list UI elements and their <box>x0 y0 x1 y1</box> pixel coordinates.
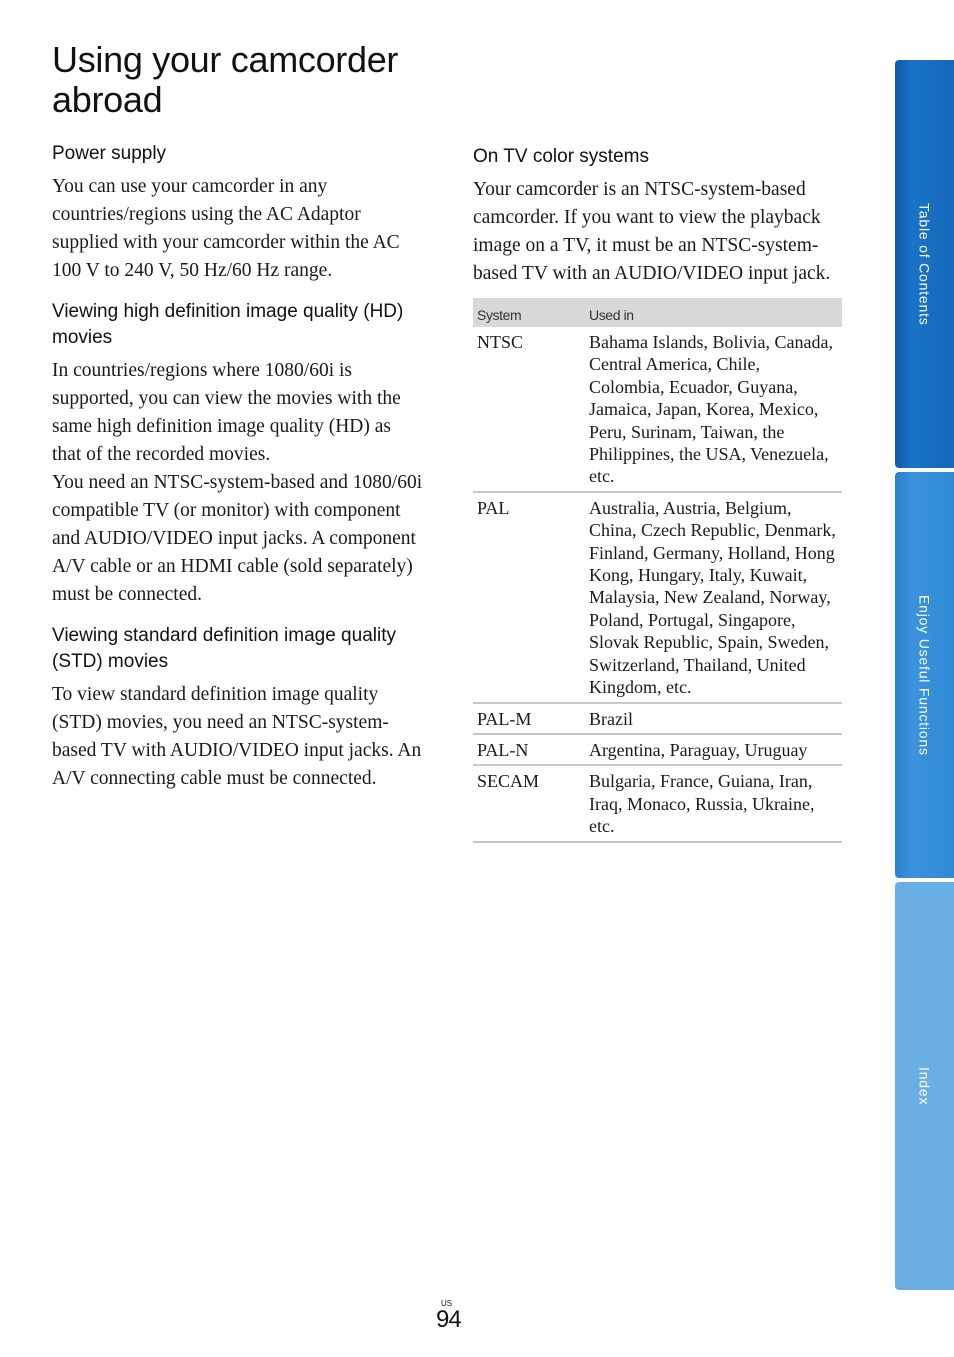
section-paragraph: To view standard definition image quality (STD) movies, you need an NTSC-system-based TV with AUDIO/VIDEO input jacks. An A/V connecting cable must be connected. <box>52 684 422 789</box>
tab-label: Table of Contents <box>916 202 933 326</box>
section-heading: Power supply <box>52 143 167 164</box>
section-paragraph: In countries/regions where 1080/60i is supported, you can view the movies with the same high definition image quality (HD) as that of the recorded movies. <box>52 360 401 465</box>
section-heading: On TV color systems <box>473 146 649 167</box>
table-row <box>473 327 842 492</box>
region-code: US <box>441 1299 453 1308</box>
system-cell: NTSC <box>473 327 585 492</box>
used-in-cell: Brazil <box>585 703 842 734</box>
left-column <box>52 141 424 807</box>
system-cell: SECAM <box>473 765 585 841</box>
std-movies-section <box>52 623 424 793</box>
tab-index[interactable] <box>895 882 954 1290</box>
page-number-value: 94 <box>436 1306 461 1333</box>
system-cell: PAL-N <box>473 734 585 765</box>
table-header-row <box>473 298 842 327</box>
tab-table-of-contents[interactable] <box>895 60 954 468</box>
color-systems-table <box>473 298 842 843</box>
table-row <box>473 734 842 765</box>
table-row <box>473 765 842 841</box>
page-title: Using your camcorder abroad <box>52 39 399 120</box>
tab-label: Enjoy Useful Functions <box>916 594 933 756</box>
tab-label: Index <box>916 1066 933 1106</box>
used-in-cell: Argentina, Paraguay, Uruguay <box>585 734 842 765</box>
section-heading: Viewing high definition image quality (HD) movies <box>52 301 404 348</box>
right-column <box>473 144 842 843</box>
section-paragraph: Your camcorder is an NTSC-system-based camcorder. If you want to view the playback image on a TV, it must be an NTSC-system-based TV with an AUDIO/VIDEO input jack. <box>473 179 831 284</box>
table-row <box>473 703 842 734</box>
section-paragraph: You need an NTSC-system-based and 1080/60i compatible TV (or monitor) with component and AUDIO/VIDEO input jacks. A component A/V cable or an HDMI cable (sold separately) must be connected. <box>52 472 423 605</box>
used-in-cell: Bahama Islands, Bolivia, Canada, Central America, Chile, Colombia, Ecuador, Guyana, Jamaica, Japan, Korea, Mexico, Peru, Surinam, Taiwan, the Philippines, the USA, Venezuela, etc. <box>585 327 842 492</box>
section-heading: Viewing standard definition image quality (STD) movies <box>52 625 396 672</box>
table-row <box>473 492 842 703</box>
used-in-cell: Australia, Austria, Belgium, China, Czech Republic, Denmark, Finland, Germany, Holland, Hong Kong, Hungary, Italy, Kuwait, Malaysia, New Zealand, Norway, Poland, Portugal, Singapore, Slovak Republic, Spain, Sweden, Switzerland, Thailand, United Kingdom, etc. <box>585 492 842 703</box>
system-cell: PAL-M <box>473 703 585 734</box>
sidebar-nav <box>895 60 954 1290</box>
power-supply-section <box>52 141 424 285</box>
system-cell: PAL <box>473 492 585 703</box>
column-header-used-in: Used in <box>585 298 842 327</box>
section-paragraph: You can use your camcorder in any countries/regions using the AC Adaptor supplied with your camcorder within the AC 100 V to 240 V, 50 Hz/60 Hz range. <box>52 176 400 281</box>
page-number <box>436 1299 466 1332</box>
hd-movies-section <box>52 299 424 609</box>
column-header-system: System <box>473 298 585 327</box>
tab-enjoy-useful-functions[interactable] <box>895 472 954 878</box>
used-in-cell: Bulgaria, France, Guiana, Iran, Iraq, Monaco, Russia, Ukraine, etc. <box>585 765 842 841</box>
